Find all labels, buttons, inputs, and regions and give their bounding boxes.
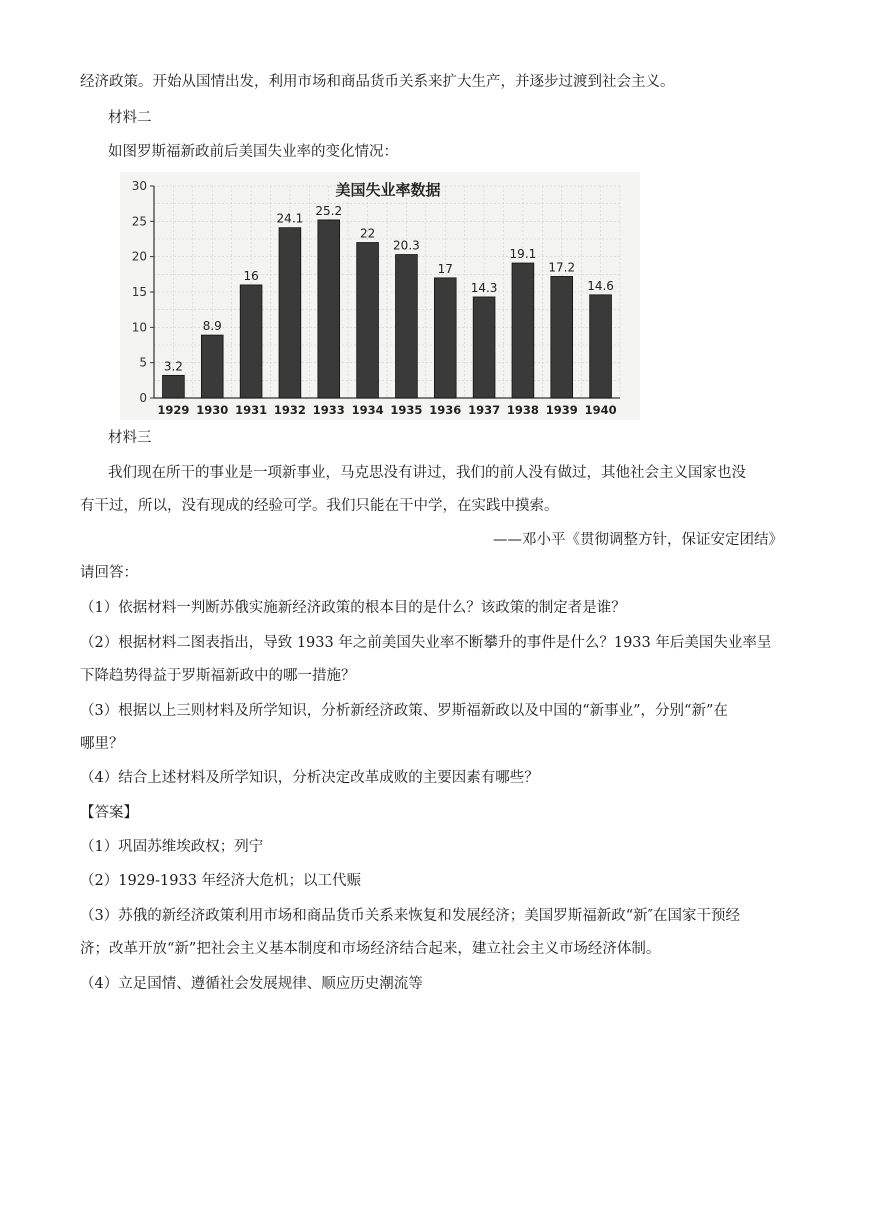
material2-description: 如图罗斯福新政前后美国失业率的变化情况： — [108, 144, 398, 160]
question-3-line1: （3）根据以上三则材料及所学知识，分析新经济政策、罗斯福新政以及中国的“新事业”，分别“新”在 — [80, 703, 728, 719]
x-tick-label-1938: 1938 — [506, 403, 539, 417]
material3-paragraph-line2: 有干过，所以，没有现成的经验可学。我们只能在干中学，在实践中摸索。 — [80, 498, 559, 514]
answer-2: （2）1929-1933 年经济大危机；以工代赈 — [80, 873, 362, 889]
bar-1929 — [163, 375, 185, 398]
x-tick-label-1936: 1936 — [429, 403, 462, 417]
bar-1932 — [279, 228, 301, 398]
value-label-1938: 19.1 — [509, 247, 537, 262]
bar-1936 — [434, 278, 456, 398]
x-tick-label-1929: 1929 — [157, 403, 190, 417]
y-tick-label: 0 — [139, 391, 147, 405]
value-label-1937: 14.3 — [470, 280, 498, 295]
x-tick-label-1932: 1932 — [273, 403, 306, 417]
x-tick-label-1930: 1930 — [196, 403, 229, 417]
bar-1934 — [357, 243, 379, 398]
question-4: （4）结合上述材料及所学知识，分析决定改革成败的主要因素有哪些？ — [80, 770, 539, 786]
material3-heading: 材料三 — [108, 430, 152, 446]
bar-1940 — [590, 295, 612, 398]
bar-1939 — [551, 276, 573, 398]
x-tick-label-1934: 1934 — [351, 403, 384, 417]
y-tick-label: 5 — [139, 355, 147, 370]
question-2-line2: 下降趋势得益于罗斯福新政中的哪一措施？ — [80, 668, 356, 684]
value-label-1929: 3.2 — [163, 359, 183, 374]
value-label-1939: 17.2 — [548, 260, 576, 275]
answer-prompt: 请回答： — [80, 565, 138, 581]
answer-1: （1）巩固苏维埃政权；列宁 — [80, 839, 264, 855]
answer-3-line1: （3）苏俄的新经济政策利用市场和商品货币关系来恢复和发展经济；美国罗斯福新政“新″在国家干预经 — [80, 908, 741, 924]
value-label-1940: 14.6 — [587, 278, 614, 293]
y-tick-label: 30 — [131, 179, 147, 193]
y-tick-label: 20 — [131, 249, 147, 264]
question-2-line1: （2）根据材料二图表指出，导致 1933 年之前美国失业率不断攀升的事件是什么？1933 年后美国失业率呈 — [80, 635, 772, 651]
x-tick-label-1933: 1933 — [312, 403, 345, 417]
x-tick-label-1935: 1935 — [390, 403, 423, 417]
x-tick-label-1937: 1937 — [468, 403, 501, 417]
question-3-line2: 哪里？ — [80, 736, 124, 752]
y-tick-label: 25 — [131, 214, 147, 229]
intro-line: 经济政策。开始从国情出发，利用市场和商品货币关系来扩大生产，并逐步过渡到社会主义。 — [80, 74, 675, 90]
chart-title: 美国失业率数据 — [335, 181, 441, 199]
y-tick-label: 10 — [131, 320, 147, 335]
value-label-1933: 25.2 — [315, 203, 343, 218]
value-label-1934: 22 — [359, 226, 376, 241]
material2-heading: 材料二 — [108, 110, 152, 126]
answer-4: （4）立足国情、遵循社会发展规律、顺应历史潮流等 — [80, 976, 423, 992]
x-tick-label-1939: 1939 — [545, 403, 578, 417]
bar-1935 — [396, 255, 418, 398]
bar-1930 — [201, 335, 223, 398]
answer-heading: 【答案】 — [80, 805, 138, 821]
material3-source: ——邓小平《贯彻调整方针，保证安定团结》 — [493, 532, 783, 548]
material3-paragraph-line1: 我们现在所干的事业是一项新事业，马克思没有讲过，我们的前人没有做过，其他社会主义国家也没 — [108, 465, 746, 481]
unemployment-chart — [120, 172, 640, 420]
bar-1938 — [512, 263, 534, 398]
x-tick-label-1931: 1931 — [235, 403, 268, 417]
question-1: （1）依据材料一判断苏俄实施新经济政策的根本目的是什么？该政策的制定者是谁？ — [80, 600, 626, 616]
bar-1931 — [240, 285, 262, 398]
bar-1937 — [473, 297, 495, 398]
value-label-1931: 16 — [243, 268, 259, 283]
answer-3-line2: 济；改革开放“新”把社会主义基本制度和市场经济结合起来，建立社会主义市场经济体制。 — [80, 941, 661, 957]
value-label-1936: 17 — [437, 261, 453, 276]
value-label-1932: 24.1 — [276, 211, 304, 226]
bar-1933 — [318, 220, 340, 398]
unemployment-chart-svg — [120, 172, 640, 420]
value-label-1935: 20.3 — [393, 238, 420, 253]
value-label-1930: 8.9 — [202, 319, 222, 334]
y-tick-label: 15 — [131, 285, 147, 299]
x-tick-label-1940: 1940 — [584, 403, 617, 417]
